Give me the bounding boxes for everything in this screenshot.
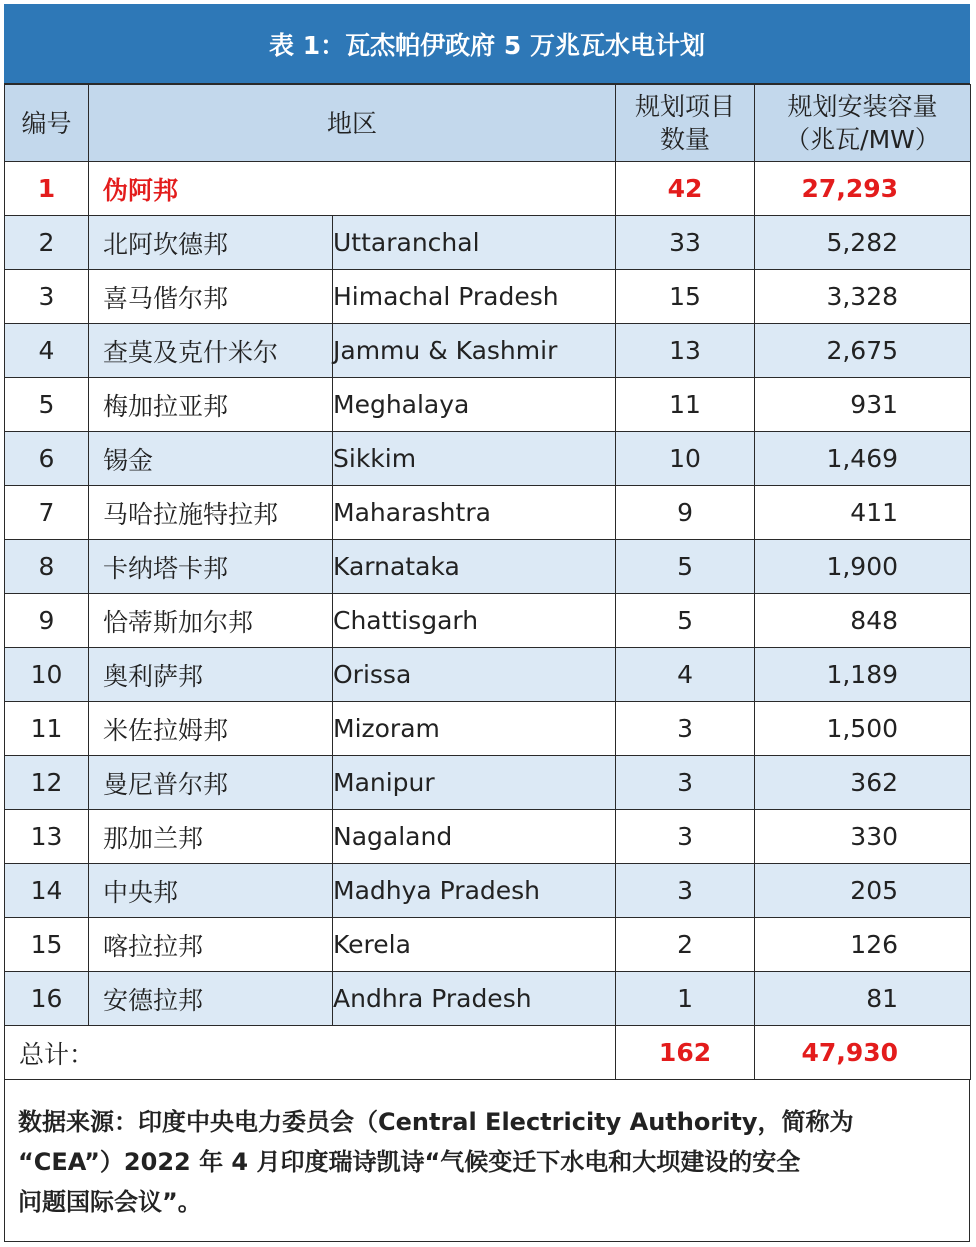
row-capacity: 205 [755, 864, 971, 918]
header-projects-line1: 规划项目 [635, 92, 736, 121]
row-region-cn: 马哈拉施特拉邦 [89, 486, 333, 540]
row-projects: 1 [616, 972, 755, 1026]
row-capacity: 330 [755, 810, 971, 864]
table-row [5, 162, 971, 216]
row-region-en: Andhra Pradesh [333, 972, 616, 1026]
total-label: 总计： [5, 1026, 616, 1080]
total-row [5, 1026, 971, 1080]
row-capacity: 411 [755, 486, 971, 540]
row-no: 13 [5, 810, 89, 864]
row-no: 10 [5, 648, 89, 702]
table-row [5, 756, 971, 810]
header-no: 编号 [5, 85, 89, 162]
row-no: 14 [5, 864, 89, 918]
row-region-cn: 安德拉邦 [89, 972, 333, 1026]
row-region-en: Chattisgarh [333, 594, 616, 648]
row-region-en: Jammu & Kashmir [333, 324, 616, 378]
row-projects: 5 [616, 540, 755, 594]
table-row [5, 324, 971, 378]
row-capacity: 81 [755, 972, 971, 1026]
header-capacity [755, 85, 971, 162]
row-no: 12 [5, 756, 89, 810]
table-row [5, 216, 971, 270]
row-projects: 10 [616, 432, 755, 486]
row-capacity: 1,900 [755, 540, 971, 594]
row-no: 4 [5, 324, 89, 378]
row-projects: 13 [616, 324, 755, 378]
total-projects: 162 [616, 1026, 755, 1080]
header-capacity-line1: 规划安装容量 [787, 92, 938, 121]
row-no: 3 [5, 270, 89, 324]
row-region-en: Karnataka [333, 540, 616, 594]
row-no: 9 [5, 594, 89, 648]
row-region-cn: 梅加拉亚邦 [89, 378, 333, 432]
row-capacity: 362 [755, 756, 971, 810]
table-row [5, 540, 971, 594]
source-note-line2: “CEA”）2022 年 4 月印度瑞诗凯诗“气候变迁下水电和大坝建设的安全 [18, 1148, 801, 1176]
table-row [5, 648, 971, 702]
row-region-cn: 那加兰邦 [89, 810, 333, 864]
hydro-plan-table [4, 84, 971, 1080]
row-projects: 9 [616, 486, 755, 540]
row-region-cn: 北阿坎德邦 [89, 216, 333, 270]
row-region-en: Meghalaya [333, 378, 616, 432]
row-projects: 33 [616, 216, 755, 270]
row-region-cn: 曼尼普尔邦 [89, 756, 333, 810]
row-capacity: 931 [755, 378, 971, 432]
row-region-en: Orissa [333, 648, 616, 702]
row-region-en: Sikkim [333, 432, 616, 486]
row-region-cn: 伪阿邦 [89, 162, 616, 216]
source-note-line3: 问题国际会议”。 [18, 1188, 202, 1216]
row-capacity: 5,282 [755, 216, 971, 270]
row-region-cn: 米佐拉姆邦 [89, 702, 333, 756]
row-capacity: 1,469 [755, 432, 971, 486]
row-region-en: Uttaranchal [333, 216, 616, 270]
row-no: 1 [5, 162, 89, 216]
row-region-cn: 锡金 [89, 432, 333, 486]
row-region-cn: 中央邦 [89, 864, 333, 918]
row-projects: 15 [616, 270, 755, 324]
row-projects: 11 [616, 378, 755, 432]
table-row [5, 432, 971, 486]
table-row [5, 594, 971, 648]
table-row [5, 918, 971, 972]
table-row [5, 972, 971, 1026]
row-no: 2 [5, 216, 89, 270]
row-region-en: Kerela [333, 918, 616, 972]
header-projects [616, 85, 755, 162]
row-no: 6 [5, 432, 89, 486]
row-region-cn: 恰蒂斯加尔邦 [89, 594, 333, 648]
source-note [18, 1102, 948, 1222]
row-region-en: Nagaland [333, 810, 616, 864]
row-region-en: Maharashtra [333, 486, 616, 540]
table-row [5, 270, 971, 324]
row-region-cn: 喀拉拉邦 [89, 918, 333, 972]
source-note-line1: 数据来源：印度中央电力委员会（Central Electricity Authority，简称为 [18, 1108, 854, 1136]
table-row [5, 486, 971, 540]
row-capacity: 126 [755, 918, 971, 972]
header-row [5, 85, 971, 162]
row-projects: 3 [616, 756, 755, 810]
row-capacity: 27,293 [755, 162, 971, 216]
row-region-en: Mizoram [333, 702, 616, 756]
table-row [5, 864, 971, 918]
row-region-en: Madhya Pradesh [333, 864, 616, 918]
row-capacity: 1,189 [755, 648, 971, 702]
row-projects: 4 [616, 648, 755, 702]
table-title: 表 1：瓦杰帕伊政府 5 万兆瓦水电计划 [4, 4, 970, 84]
header-capacity-line2: （兆瓦/MW） [785, 125, 940, 154]
row-projects: 2 [616, 918, 755, 972]
row-capacity: 848 [755, 594, 971, 648]
table-row [5, 378, 971, 432]
row-region-cn: 喜马偕尔邦 [89, 270, 333, 324]
header-region: 地区 [89, 85, 616, 162]
row-region-en: Himachal Pradesh [333, 270, 616, 324]
row-no: 7 [5, 486, 89, 540]
row-region-cn: 奥利萨邦 [89, 648, 333, 702]
row-no: 8 [5, 540, 89, 594]
row-capacity: 3,328 [755, 270, 971, 324]
row-region-cn: 卡纳塔卡邦 [89, 540, 333, 594]
row-no: 15 [5, 918, 89, 972]
table-row [5, 810, 971, 864]
row-region-en: Manipur [333, 756, 616, 810]
row-projects: 3 [616, 702, 755, 756]
row-capacity: 2,675 [755, 324, 971, 378]
row-no: 16 [5, 972, 89, 1026]
row-projects: 3 [616, 810, 755, 864]
row-projects: 5 [616, 594, 755, 648]
table-row [5, 702, 971, 756]
row-no: 11 [5, 702, 89, 756]
row-capacity: 1,500 [755, 702, 971, 756]
header-projects-line2: 数量 [660, 125, 711, 154]
row-region-cn: 查莫及克什米尔 [89, 324, 333, 378]
row-projects: 42 [616, 162, 755, 216]
row-no: 5 [5, 378, 89, 432]
table-body [5, 162, 971, 1080]
total-capacity: 47,930 [755, 1026, 971, 1080]
row-projects: 3 [616, 864, 755, 918]
